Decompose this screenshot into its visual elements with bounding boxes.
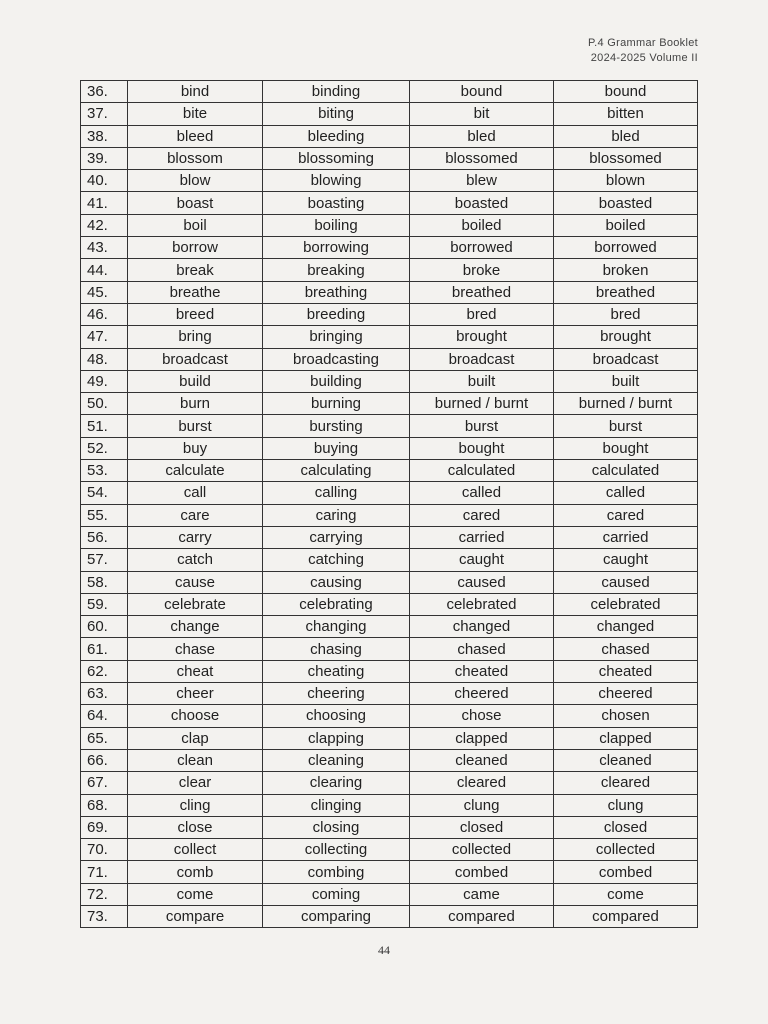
- table-row: [81, 281, 698, 303]
- present-participle: building: [263, 370, 410, 392]
- past-participle: bound: [554, 81, 698, 103]
- table-row: [81, 393, 698, 415]
- table-row: [81, 816, 698, 838]
- past-simple: cleared: [410, 772, 554, 794]
- table-row: [81, 147, 698, 169]
- past-simple: blew: [410, 170, 554, 192]
- past-simple: chose: [410, 705, 554, 727]
- row-number: 52.: [81, 437, 128, 459]
- row-number: 60.: [81, 616, 128, 638]
- table-row: [81, 348, 698, 370]
- header-volume: 2024-2025 Volume II: [590, 52, 698, 64]
- past-participle: bled: [554, 125, 698, 147]
- present-participle: blowing: [263, 170, 410, 192]
- past-simple: bled: [410, 125, 554, 147]
- table-row: [81, 861, 698, 883]
- base-form: clean: [128, 749, 263, 771]
- present-participle: breeding: [263, 303, 410, 325]
- past-participle: breathed: [554, 281, 698, 303]
- row-number: 40.: [81, 170, 128, 192]
- base-form: bite: [128, 103, 263, 125]
- base-form: clap: [128, 727, 263, 749]
- past-simple: built: [410, 370, 554, 392]
- past-simple: called: [410, 482, 554, 504]
- past-simple: blossomed: [410, 147, 554, 169]
- past-participle: burned / burnt: [554, 393, 698, 415]
- row-number: 42.: [81, 214, 128, 236]
- row-number: 46.: [81, 303, 128, 325]
- past-participle: compared: [554, 905, 698, 927]
- past-simple: chased: [410, 638, 554, 660]
- table-row: [81, 437, 698, 459]
- present-participle: clearing: [263, 772, 410, 794]
- row-number: 61.: [81, 638, 128, 660]
- base-form: catch: [128, 549, 263, 571]
- row-number: 47.: [81, 326, 128, 348]
- table-row: [81, 571, 698, 593]
- present-participle: breaking: [263, 259, 410, 281]
- past-participle: chosen: [554, 705, 698, 727]
- row-number: 58.: [81, 571, 128, 593]
- present-participle: cheating: [263, 660, 410, 682]
- past-participle: bought: [554, 437, 698, 459]
- row-number: 68.: [81, 794, 128, 816]
- row-number: 51.: [81, 415, 128, 437]
- past-participle: cheated: [554, 660, 698, 682]
- header-title: P.4 Grammar Booklet: [587, 37, 698, 49]
- past-simple: cheered: [410, 683, 554, 705]
- table-row: [81, 772, 698, 794]
- row-number: 72.: [81, 883, 128, 905]
- row-number: 36.: [81, 81, 128, 103]
- base-form: breathe: [128, 281, 263, 303]
- present-participle: cheering: [263, 683, 410, 705]
- base-form: choose: [128, 705, 263, 727]
- present-participle: calculating: [263, 460, 410, 482]
- present-participle: choosing: [263, 705, 410, 727]
- past-participle: cared: [554, 504, 698, 526]
- row-number: 73.: [81, 905, 128, 927]
- row-number: 43.: [81, 237, 128, 259]
- past-participle: broadcast: [554, 348, 698, 370]
- row-number: 50.: [81, 393, 128, 415]
- past-simple: cared: [410, 504, 554, 526]
- present-participle: coming: [263, 883, 410, 905]
- base-form: celebrate: [128, 593, 263, 615]
- present-participle: blossoming: [263, 147, 410, 169]
- past-simple: boiled: [410, 214, 554, 236]
- present-participle: borrowing: [263, 237, 410, 259]
- base-form: broadcast: [128, 348, 263, 370]
- base-form: burst: [128, 415, 263, 437]
- table-row: [81, 303, 698, 325]
- table-row: [81, 839, 698, 861]
- row-number: 49.: [81, 370, 128, 392]
- table-row: [81, 81, 698, 103]
- present-participle: burning: [263, 393, 410, 415]
- table-row: [81, 170, 698, 192]
- table-row: [81, 326, 698, 348]
- present-participle: catching: [263, 549, 410, 571]
- past-simple: calculated: [410, 460, 554, 482]
- row-number: 62.: [81, 660, 128, 682]
- past-participle: brought: [554, 326, 698, 348]
- table-row: [81, 415, 698, 437]
- table-row: [81, 259, 698, 281]
- base-form: boast: [128, 192, 263, 214]
- table-row: [81, 883, 698, 905]
- base-form: boil: [128, 214, 263, 236]
- past-simple: bred: [410, 303, 554, 325]
- present-participle: clapping: [263, 727, 410, 749]
- past-participle: bitten: [554, 103, 698, 125]
- table-row: [81, 905, 698, 927]
- row-number: 45.: [81, 281, 128, 303]
- table-row: [81, 192, 698, 214]
- present-participle: bringing: [263, 326, 410, 348]
- base-form: care: [128, 504, 263, 526]
- past-simple: boasted: [410, 192, 554, 214]
- row-number: 66.: [81, 749, 128, 771]
- table-row: [81, 749, 698, 771]
- past-simple: caused: [410, 571, 554, 593]
- present-participle: broadcasting: [263, 348, 410, 370]
- table-row: [81, 504, 698, 526]
- past-participle: caught: [554, 549, 698, 571]
- present-participle: chasing: [263, 638, 410, 660]
- base-form: calculate: [128, 460, 263, 482]
- booklet-header: [588, 36, 698, 66]
- base-form: cheat: [128, 660, 263, 682]
- present-participle: buying: [263, 437, 410, 459]
- base-form: buy: [128, 437, 263, 459]
- table-row: [81, 237, 698, 259]
- table-row: [81, 683, 698, 705]
- row-number: 71.: [81, 861, 128, 883]
- past-participle: caused: [554, 571, 698, 593]
- past-simple: cleaned: [410, 749, 554, 771]
- past-participle: cleaned: [554, 749, 698, 771]
- present-participle: changing: [263, 616, 410, 638]
- past-simple: clapped: [410, 727, 554, 749]
- row-number: 65.: [81, 727, 128, 749]
- table-row: [81, 125, 698, 147]
- past-participle: bred: [554, 303, 698, 325]
- past-participle: borrowed: [554, 237, 698, 259]
- present-participle: boasting: [263, 192, 410, 214]
- row-number: 53.: [81, 460, 128, 482]
- present-participle: celebrating: [263, 593, 410, 615]
- table-row: [81, 103, 698, 125]
- present-participle: calling: [263, 482, 410, 504]
- present-participle: biting: [263, 103, 410, 125]
- past-simple: broadcast: [410, 348, 554, 370]
- past-simple: broke: [410, 259, 554, 281]
- table-row: [81, 794, 698, 816]
- past-simple: borrowed: [410, 237, 554, 259]
- base-form: breed: [128, 303, 263, 325]
- row-number: 48.: [81, 348, 128, 370]
- table-row: [81, 638, 698, 660]
- past-simple: combed: [410, 861, 554, 883]
- base-form: compare: [128, 905, 263, 927]
- base-form: cheer: [128, 683, 263, 705]
- present-participle: clinging: [263, 794, 410, 816]
- base-form: borrow: [128, 237, 263, 259]
- past-simple: celebrated: [410, 593, 554, 615]
- row-number: 54.: [81, 482, 128, 504]
- table-row: [81, 616, 698, 638]
- past-simple: collected: [410, 839, 554, 861]
- past-participle: chased: [554, 638, 698, 660]
- table-row: [81, 482, 698, 504]
- past-participle: calculated: [554, 460, 698, 482]
- past-participle: boasted: [554, 192, 698, 214]
- base-form: cling: [128, 794, 263, 816]
- base-form: blossom: [128, 147, 263, 169]
- row-number: 39.: [81, 147, 128, 169]
- past-simple: burned / burnt: [410, 393, 554, 415]
- past-participle: burst: [554, 415, 698, 437]
- base-form: carry: [128, 526, 263, 548]
- row-number: 56.: [81, 526, 128, 548]
- present-participle: bleeding: [263, 125, 410, 147]
- page-number: 44: [378, 943, 390, 957]
- row-number: 64.: [81, 705, 128, 727]
- table-row: [81, 660, 698, 682]
- table-row: [81, 370, 698, 392]
- base-form: bleed: [128, 125, 263, 147]
- verb-forms-table: [80, 80, 698, 928]
- present-participle: cleaning: [263, 749, 410, 771]
- present-participle: collecting: [263, 839, 410, 861]
- past-participle: cleared: [554, 772, 698, 794]
- base-form: burn: [128, 393, 263, 415]
- present-participle: bursting: [263, 415, 410, 437]
- past-simple: bit: [410, 103, 554, 125]
- past-simple: clung: [410, 794, 554, 816]
- table-row: [81, 727, 698, 749]
- base-form: bring: [128, 326, 263, 348]
- row-number: 37.: [81, 103, 128, 125]
- base-form: chase: [128, 638, 263, 660]
- past-participle: clapped: [554, 727, 698, 749]
- base-form: clear: [128, 772, 263, 794]
- past-simple: cheated: [410, 660, 554, 682]
- past-participle: celebrated: [554, 593, 698, 615]
- past-simple: breathed: [410, 281, 554, 303]
- table-row: [81, 549, 698, 571]
- past-participle: boiled: [554, 214, 698, 236]
- row-number: 38.: [81, 125, 128, 147]
- past-participle: cheered: [554, 683, 698, 705]
- past-simple: compared: [410, 905, 554, 927]
- past-simple: changed: [410, 616, 554, 638]
- table-row: [81, 593, 698, 615]
- past-participle: changed: [554, 616, 698, 638]
- past-participle: broken: [554, 259, 698, 281]
- present-participle: comparing: [263, 905, 410, 927]
- past-simple: bound: [410, 81, 554, 103]
- present-participle: caring: [263, 504, 410, 526]
- past-participle: carried: [554, 526, 698, 548]
- base-form: build: [128, 370, 263, 392]
- present-participle: combing: [263, 861, 410, 883]
- row-number: 57.: [81, 549, 128, 571]
- past-simple: burst: [410, 415, 554, 437]
- row-number: 70.: [81, 839, 128, 861]
- table-row: [81, 460, 698, 482]
- base-form: bind: [128, 81, 263, 103]
- row-number: 44.: [81, 259, 128, 281]
- present-participle: carrying: [263, 526, 410, 548]
- base-form: change: [128, 616, 263, 638]
- present-participle: binding: [263, 81, 410, 103]
- past-simple: carried: [410, 526, 554, 548]
- row-number: 63.: [81, 683, 128, 705]
- base-form: collect: [128, 839, 263, 861]
- past-simple: caught: [410, 549, 554, 571]
- past-participle: come: [554, 883, 698, 905]
- past-participle: blossomed: [554, 147, 698, 169]
- past-participle: built: [554, 370, 698, 392]
- row-number: 55.: [81, 504, 128, 526]
- past-participle: collected: [554, 839, 698, 861]
- table-row: [81, 705, 698, 727]
- past-simple: closed: [410, 816, 554, 838]
- past-simple: bought: [410, 437, 554, 459]
- base-form: cause: [128, 571, 263, 593]
- row-number: 41.: [81, 192, 128, 214]
- past-participle: blown: [554, 170, 698, 192]
- past-participle: clung: [554, 794, 698, 816]
- verb-table-body: [81, 81, 698, 928]
- past-simple: brought: [410, 326, 554, 348]
- present-participle: causing: [263, 571, 410, 593]
- table-row: [81, 526, 698, 548]
- present-participle: boiling: [263, 214, 410, 236]
- base-form: blow: [128, 170, 263, 192]
- past-participle: closed: [554, 816, 698, 838]
- past-participle: combed: [554, 861, 698, 883]
- past-participle: called: [554, 482, 698, 504]
- table-row: [81, 214, 698, 236]
- row-number: 67.: [81, 772, 128, 794]
- base-form: call: [128, 482, 263, 504]
- present-participle: closing: [263, 816, 410, 838]
- row-number: 59.: [81, 593, 128, 615]
- base-form: come: [128, 883, 263, 905]
- base-form: comb: [128, 861, 263, 883]
- base-form: close: [128, 816, 263, 838]
- past-simple: came: [410, 883, 554, 905]
- row-number: 69.: [81, 816, 128, 838]
- base-form: break: [128, 259, 263, 281]
- present-participle: breathing: [263, 281, 410, 303]
